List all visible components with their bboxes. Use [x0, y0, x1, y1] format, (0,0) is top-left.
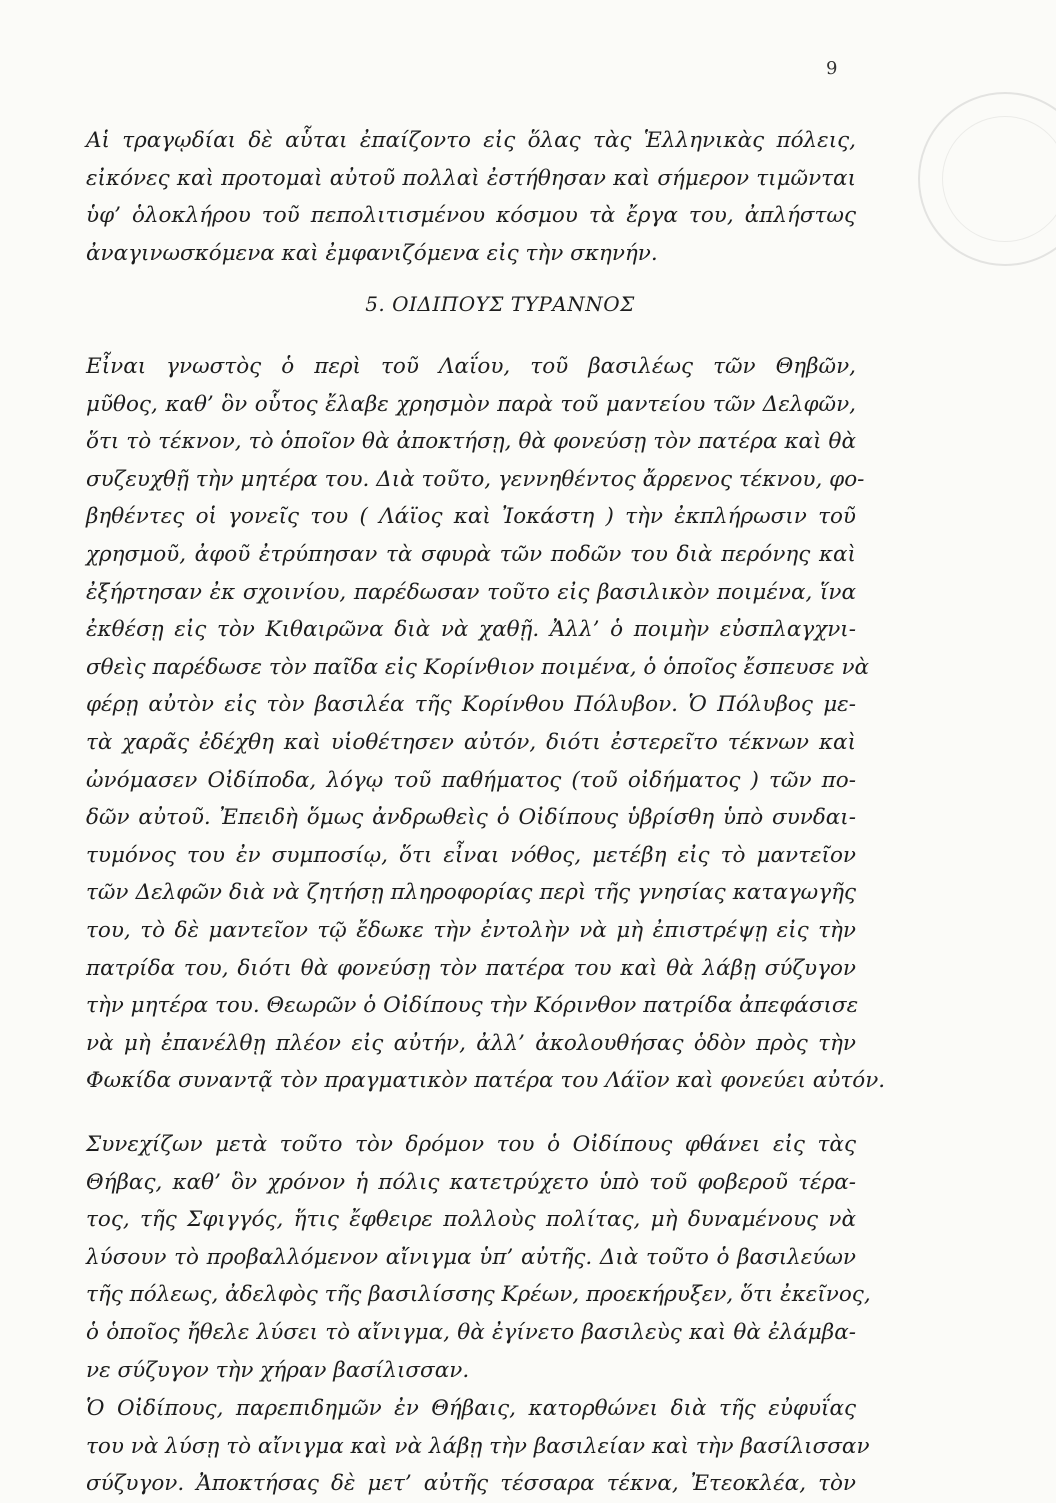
text-line: του νὰ λύσῃ τὸ αἴνιγμα καὶ νὰ λάβῃ τὴν βασιλείαν καὶ τὴν βασίλισσαν [86, 1433, 870, 1459]
text-line: Θήβας, καθ’ ὃν χρόνον ἡ πόλις κατετρύχετο ὑπὸ τοῦ φοβεροῦ τέρα- [86, 1169, 856, 1195]
text-line: ὑφ’ ὁλοκλήρου τοῦ πεπολιτισμένου κόσμου τὰ ἔργα του, ἀπλήστως [86, 203, 856, 229]
faded-stamp-inner-ring [942, 116, 1056, 242]
text-line: εἰκόνες καὶ προτομαὶ αὐτοῦ πολλαὶ ἐστήθησαν καὶ σήμερον τιμῶνται [86, 165, 856, 191]
text-line: φέρῃ αὐτὸν εἰς τὸν βασιλέα τῆς Κορίνθου Πόλυβον. Ὁ Πόλυβος με- [86, 692, 856, 718]
text-line: Ὁ Οἰδίπους, παρεπιδημῶν ἐν Θήβαις, κατορθώνει διὰ τῆς εὐφυΐας [86, 1396, 856, 1421]
text-line: σύζυγον. Ἀποκτήσας δὲ μετ’ αὐτῆς τέσσαρα τέκνα, Ἐτεοκλέα, τὸν [86, 1471, 856, 1497]
page-number: 9 [826, 58, 838, 79]
text-line: ἐξήρτησαν ἐκ σχοινίου, παρέδωσαν τοῦτο εἰς βασιλικὸν ποιμένα, ἵνα [86, 579, 856, 605]
paragraph-4 [86, 1390, 870, 1503]
text-line: τὰ χαρᾶς ἐδέχθη καὶ υἱοθέτησεν αὐτόν, διότι ἐστερεῖτο τέκνων καὶ [86, 729, 856, 755]
text-line: τυμόνος του ἐν συμποσίῳ, ὅτι εἶναι νόθος, μετέβη εἰς τὸ μαντεῖον [86, 842, 856, 868]
text-line: πατρίδα του, διότι θὰ φονεύσῃ τὸν πατέρα του καὶ θὰ λάβῃ σύζυγον [86, 955, 856, 981]
text-line: τὴν μητέρα του. Θεωρῶν ὁ Οἰδίπους τὴν Κόρινθον πατρίδα ἀπεφάσισε [86, 993, 859, 1019]
section-heading: 5. ΟΙΔΙΠΟΥΣ ΤΥΡΑΝΝΟΣ [365, 292, 635, 316]
text-line: τος, τῆς Σφιγγός, ἥτις ἔφθειρε πολλοὺς πολίτας, μὴ δυναμένους νὰ [86, 1207, 856, 1233]
faded-stamp [918, 92, 1056, 266]
paragraph-2 [86, 348, 886, 1100]
text-line: δῶν αὐτοῦ. Ἐπειδὴ ὅμως ἀνδρωθεὶς ὁ Οἰδίπους ὑβρίσθη ὑπὸ συνδαι- [86, 805, 856, 831]
text-line: συζευχθῇ τὴν μητέρα του. Διὰ τοῦτο, γεννηθέντος ἄρρενος τέκνου, φο- [86, 466, 865, 492]
text-line: μῦθος, καθ’ ὃν οὗτος ἔλαβε χρησμὸν παρὰ τοῦ μαντείου τῶν Δελφῶν, [86, 391, 856, 417]
text-line: ἀναγινωσκόμενα καὶ ἐμφανιζόμενα εἰς τὴν σκηνήν. [86, 240, 658, 266]
text-line: Συνεχίζων μετὰ τοῦτο τὸν δρόμον του ὁ Οἰδίπους φθάνει εἰς τὰς [86, 1132, 856, 1157]
text-line: νε σύζυγον τὴν χήραν βασίλισσαν. [86, 1357, 470, 1383]
text-line: ὁ ὁποῖος ἤθελε λύσει τὸ αἴνιγμα, θὰ ἐγίνετο βασιλεὺς καὶ θὰ ἐλάμβα- [86, 1319, 856, 1345]
text-line: Εἶναι γνωστὸς ὁ περὶ τοῦ Λαΐου, τοῦ βασιλέως τῶν Θηβῶν, [86, 354, 856, 379]
text-line: τῶν Δελφῶν διὰ νὰ ζητήσῃ πληροφορίας περὶ τῆς γνησίας καταγωγῆς [86, 880, 856, 906]
paragraph-3 [86, 1126, 871, 1389]
text-line: νὰ μὴ ἐπανέλθῃ πλέον εἰς αὐτήν, ἀλλ’ ἀκολουθήσας ὁδὸν πρὸς τὴν [86, 1030, 856, 1056]
text-line: ἐκθέσῃ εἰς τὸν Κιθαιρῶνα διὰ νὰ χαθῇ. Ἀλλ’ ὁ ποιμὴν εὐσπλαγχνι- [86, 617, 856, 643]
paragraph-1 [86, 122, 856, 272]
text-line: Φωκίδα συναντᾷ τὸν πραγματικὸν πατέρα του Λάϊον καὶ φονεύει αὐτόν. [86, 1068, 886, 1094]
text-line: ὅτι τὸ τέκνον, τὸ ὁποῖον θὰ ἀποκτήσῃ, θὰ φονεύσῃ τὸν πατέρα καὶ θὰ [86, 429, 856, 455]
text-line: ὠνόμασεν Οἰδίποδα, λόγῳ τοῦ παθήματος (τοῦ οἰδήματος ) τῶν πο- [86, 767, 856, 793]
text-line: σθεὶς παρέδωσε τὸν παῖδα εἰς Κορίνθιον ποιμένα, ὁ ὁποῖος ἔσπευσε νὰ [86, 654, 870, 680]
text-line: λύσουν τὸ προβαλλόμενον αἴνιγμα ὑπ’ αὐτῆς. Διὰ τοῦτο ὁ βασιλεύων [86, 1244, 856, 1270]
text-line: χρησμοῦ, ἀφοῦ ἐτρύπησαν τὰ σφυρὰ τῶν ποδῶν του διὰ περόνης καὶ [86, 541, 856, 567]
text-line: βηθέντες οἱ γονεῖς του ( Λάϊος καὶ Ἰοκάστη ) τὴν ἐκπλήρωσιν τοῦ [86, 504, 856, 530]
text-line: Αἱ τραγῳδίαι δὲ αὗται ἐπαίζοντο εἰς ὅλας τὰς Ἑλληνικὰς πόλεις, [86, 128, 856, 153]
text-line: τῆς πόλεως, ἀδελφὸς τῆς βασιλίσσης Κρέων, προεκήρυξεν, ὅτι ἐκεῖνος, [86, 1282, 871, 1308]
text-line: του, τὸ δὲ μαντεῖον τῷ ἔδωκε τὴν ἐντολὴν νὰ μὴ ἐπιστρέψῃ εἰς τὴν [86, 917, 856, 943]
